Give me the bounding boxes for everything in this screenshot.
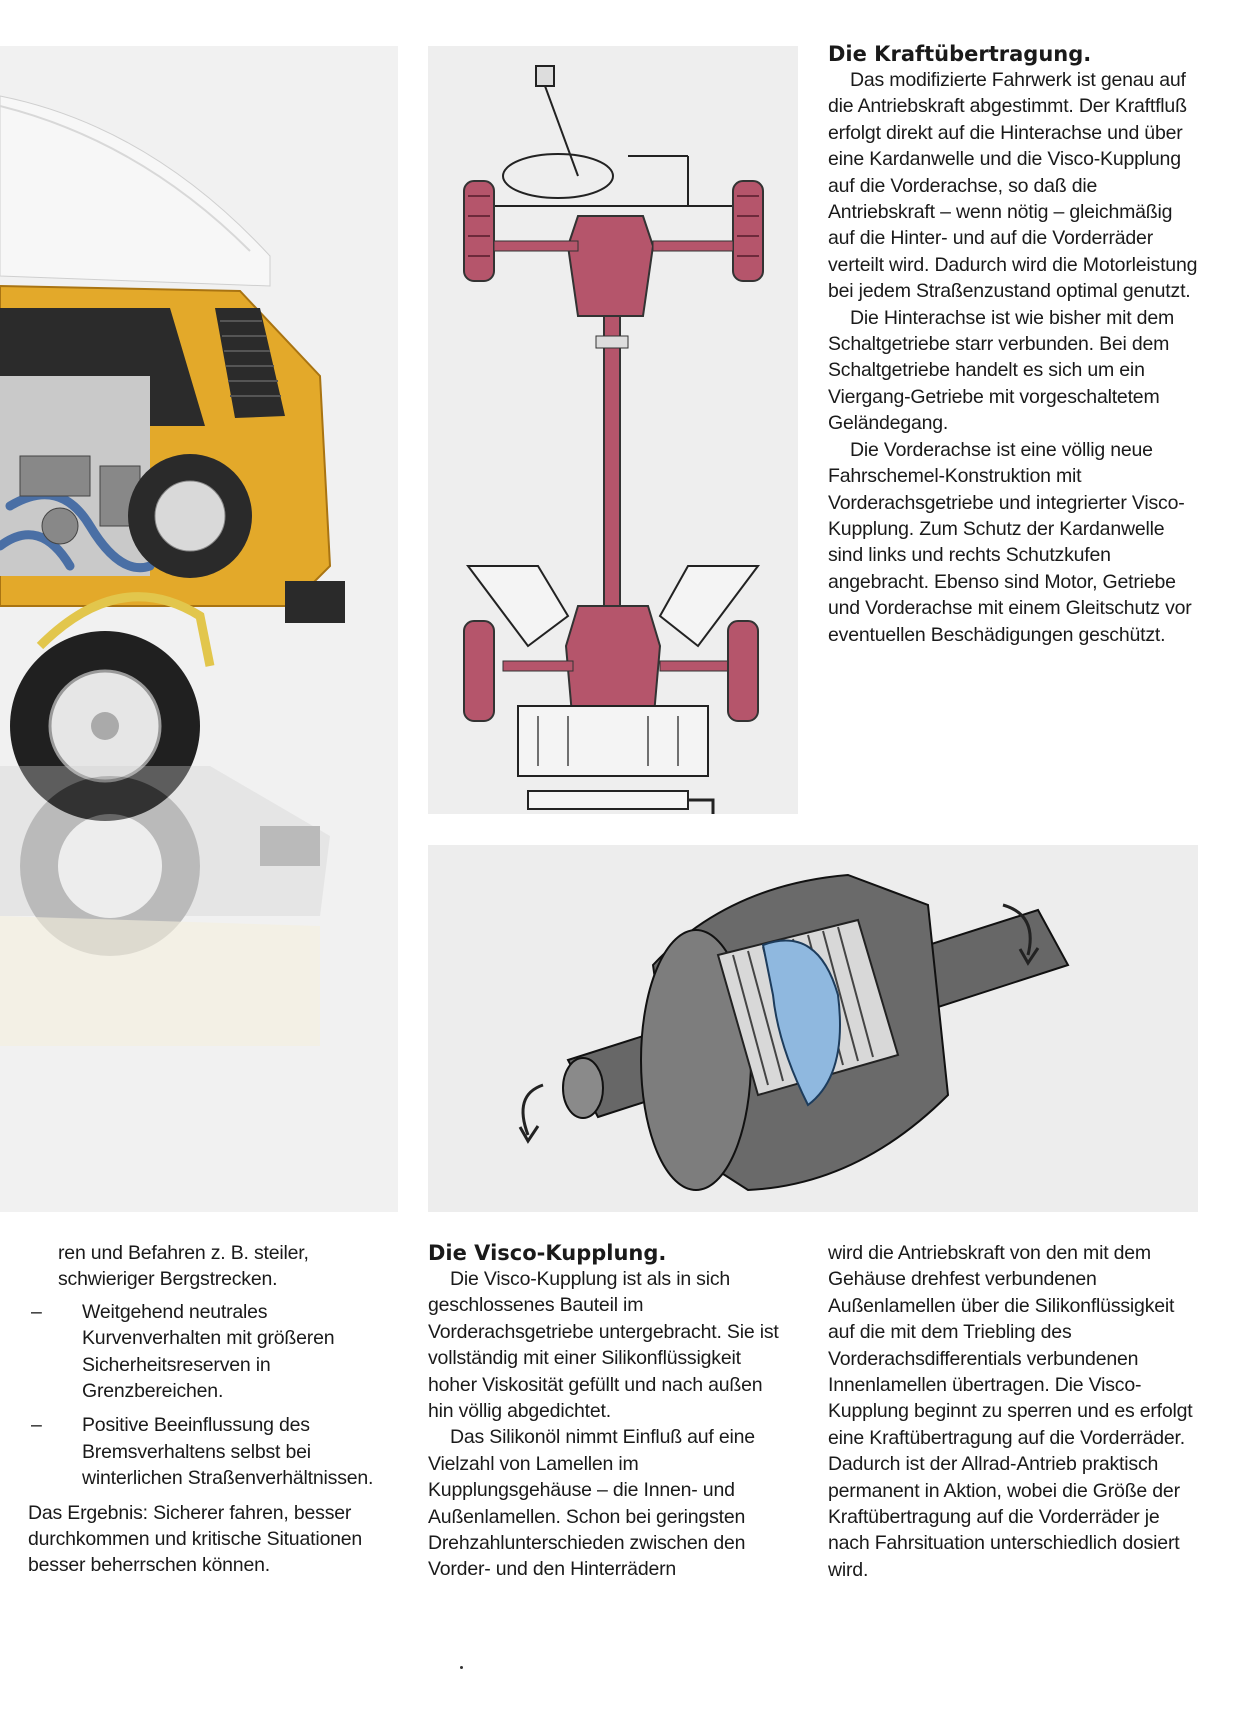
paragraph: Das modifizierte Fahrwerk ist genau auf die Antriebskraft abgestimmt. Der Kraftfluß erfolgt direkt auf die Hinterachse und über eine Kardanwelle und die Visco-Kupplung auf die Vorderachse, so daß die Antriebskraft – wenn nötig – gleichmäßig auf die Hinter- und auf die Vorderräder verteilt wird. Dadurch wird die Motorleistung bei jedem Straßenzustand optimal genutzt. [828, 69, 1198, 303]
drivetrain-chassis-diagram [428, 46, 798, 814]
paragraph: Die Visco-Kupplung ist als in sich geschlossenes Bauteil im Vorderachsgetriebe untergebracht. Sie ist vollständig mit einer Silikonflüssigkeit hoher Viskosität gefüllt und nach außen hin völlig abgedichtet. [428, 1268, 779, 1423]
visco-coupling-continuation [828, 1240, 1200, 1583]
result-paragraph: Das Ergebnis: Sicherer fahren, besser durchkommen und kritische Situationen besser beherrschen können. [28, 1501, 363, 1577]
print-speck [460, 1666, 463, 1669]
list-item: – Positive Beeinflussung des Bremsverhaltens selbst bei winterlichen Straßenverhältnissen. [31, 1414, 374, 1490]
section-title-kraftuebertragung: Die Kraftübertragung. [828, 42, 1092, 66]
paragraph: Die Vorderachse ist eine völlig neue Fahrschemel-Konstruktion mit Vorderachsgetriebe und integrierter Visco-Kupplung. Zum Schutz der Kardanwelle sind links und rechts Schutzkufen angebracht. Ebenso sind Motor, Getriebe und Vorderachse mit einem Gleitschutz vor eventuellen Beschädigungen geschützt. [828, 438, 1192, 646]
paragraph: Das Silikonöl nimmt Einfluß auf eine Vielzahl von Lamellen im Kupplungsgehäuse – die Innen- und Außenlamellen. Schon bei geringsten Drehzahlunterschieden zwischen den Vorder- und den Hinterrädern [428, 1426, 755, 1581]
power-transmission-section [828, 41, 1200, 648]
paragraph-continuation: wird die Antriebskraft von den mit dem Gehäuse drehfest verbundenen Außenlamellen über die Silikonflüssigkeit auf die mit dem Triebling des Vorderachsdifferentials verbundenen Innenlamellen übertragen. Die Visco-Kupplung beginnt zu sperren und es erfolgt eine Kraftübertragung auf die Vorderräder. Dadurch ist der Allrad-Antrieb praktisch permanent in Aktion, wobei die Größe der Kraftübertragung auf die Vorderräder je nach Fahrsituation unterschiedlich dosiert wird. [828, 1242, 1193, 1581]
paragraph: Die Hinterachse ist wie bisher mit dem Schaltgetriebe starr verbunden. Bei dem Schaltgetriebe handelt es sich um ein Viergang-Getriebe mit vorgeschaltetem Geländegang. [828, 306, 1175, 435]
dash-bullet: – [31, 1300, 42, 1323]
dash-bullet: – [31, 1414, 42, 1437]
list-item: – Weitgehend neutrales Kurvenverhalten mit größeren Sicherheitsreserven in Grenzbereichen. [31, 1300, 335, 1403]
advantages-list [31, 1299, 388, 1492]
section-title-visco-kupplung: Die Visco-Kupplung. [428, 1241, 667, 1265]
paragraph-continuation: ren und Befahren z. B. steiler, schwieriger Bergstrecken. [58, 1242, 309, 1291]
van-cutaway-illustration [0, 46, 398, 1212]
advantages-section [28, 1240, 388, 1579]
visco-coupling-cutaway [428, 845, 1198, 1212]
visco-coupling-section [428, 1240, 784, 1583]
